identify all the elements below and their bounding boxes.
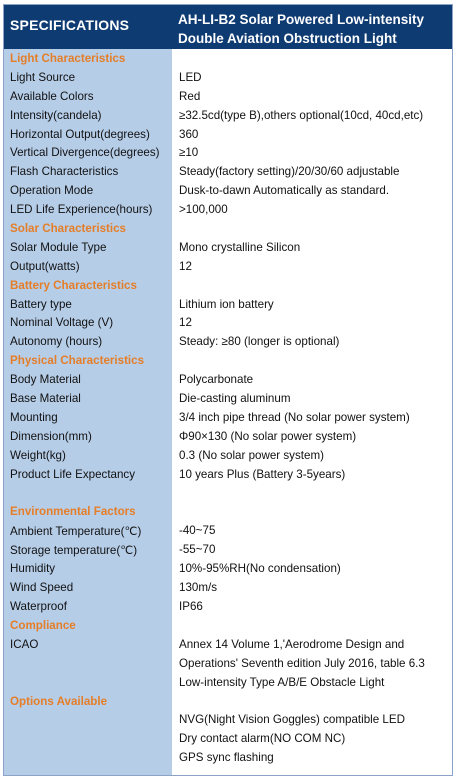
section-physical-characteristics: [4, 352, 452, 371]
spec-value: 12: [179, 259, 192, 273]
spec-row-nominal-voltage: [4, 314, 452, 333]
spec-value: [179, 638, 425, 695]
section-title: Light Characteristics: [10, 52, 126, 65]
product-title: [178, 10, 424, 48]
section-light-characteristics: [4, 50, 452, 69]
spec-label: Vertical Divergence(degrees): [10, 146, 160, 160]
icao-line: Annex 14 Volume 1,'Aerodrome Design and: [179, 637, 405, 651]
spec-value: Dusk-to-dawn Automatically as standard.: [179, 184, 390, 198]
spec-label: Horizontal Output(degrees): [10, 127, 150, 141]
spec-value: Die-casting aluminum: [179, 392, 291, 406]
spec-value: 0.3 (No solar power system): [179, 448, 324, 462]
spec-label: Humidity: [10, 562, 56, 576]
spec-row-icao: [4, 636, 452, 693]
spec-row-solar-module-type: [4, 239, 452, 258]
spec-row-autonomy: [4, 333, 452, 352]
section-title: Compliance: [10, 618, 76, 632]
spec-value: IP66: [179, 599, 203, 613]
spec-value: 10 years Plus (Battery 3-5years): [179, 467, 346, 481]
spec-row-ambient-temperature: [4, 522, 452, 541]
spec-value: Φ90×130 (No solar power system): [179, 429, 357, 443]
spec-row-horizontal-output: [4, 126, 452, 145]
spec-row-waterproof: [4, 598, 452, 617]
table-header: [4, 5, 452, 49]
spec-row-humidity: [4, 560, 452, 579]
spec-label: Battery type: [10, 297, 72, 311]
spec-value: 10%-95%RH(No condensation): [179, 562, 341, 576]
specifications-heading: SPECIFICATIONS: [10, 17, 130, 33]
spec-row-vertical-divergence: [4, 144, 452, 163]
spacer-row: [4, 484, 452, 503]
spec-label: Light Source: [10, 70, 76, 84]
spec-label: Autonomy (hours): [10, 335, 103, 349]
spec-row-operation-mode: [4, 182, 452, 201]
spec-label: LED Life Experience(hours): [10, 203, 153, 217]
spec-label: Solar Module Type: [10, 240, 107, 254]
spec-value: ≥32.5cd(type B),others optional(10cd, 40cd,etc): [179, 108, 424, 122]
spec-row-available-colors: [4, 88, 452, 107]
spec-row-storage-temperature: [4, 541, 452, 560]
spec-label: Operation Mode: [10, 184, 94, 198]
spec-value: -40~75: [179, 524, 216, 538]
spec-value: LED: [179, 70, 202, 84]
spec-label: Available Colors: [10, 89, 94, 103]
spec-row-base-material: [4, 390, 452, 409]
section-options-available: [4, 693, 452, 764]
option-item: GPS sync flashing: [179, 750, 274, 764]
spec-row-output-watts: [4, 258, 452, 277]
section-title: Environmental Factors: [10, 505, 136, 519]
spec-row-battery-type: [4, 296, 452, 315]
spec-value: Red: [179, 89, 201, 103]
spec-label: Base Material: [10, 392, 81, 406]
product-title-line-1: AH-LI-B2 Solar Powered Low-intensity: [178, 12, 425, 27]
section-title: Physical Characteristics: [10, 354, 145, 368]
spec-row-product-life: [4, 466, 452, 485]
spec-value: 3/4 inch pipe thread (No solar power system): [179, 410, 410, 424]
options-list: [179, 713, 405, 770]
spec-label: Nominal Voltage (V): [10, 316, 114, 330]
option-item: NVG(Night Vision Goggles) compatible LED: [179, 712, 405, 726]
spec-row-body-material: [4, 371, 452, 390]
spec-row-led-life: [4, 201, 452, 220]
spec-value: -55~70: [179, 543, 216, 557]
spec-label: Dimension(mm): [10, 429, 92, 443]
spec-row-dimension: [4, 428, 452, 447]
spec-value: Steady(factory setting)/20/30/60 adjustable: [179, 165, 400, 179]
spec-label: Body Material: [10, 373, 81, 387]
section-compliance: [4, 617, 452, 636]
spec-label: Output(watts): [10, 259, 80, 273]
spec-value: Lithium ion battery: [179, 297, 274, 311]
section-title: Solar Characteristics: [10, 222, 126, 236]
spec-row-flash-characteristics: [4, 163, 452, 182]
spec-row-weight: [4, 447, 452, 466]
spec-label: Mounting: [10, 410, 58, 424]
spec-value: 12: [179, 316, 192, 330]
spec-value: Steady: ≥80 (longer is optional): [179, 335, 340, 349]
spec-label: Intensity(candela): [10, 108, 102, 122]
icao-line: Operations' Seventh edition July 2016, table 6.3: [179, 656, 425, 670]
spec-value: Mono crystalline Silicon: [179, 240, 301, 254]
spec-row-wind-speed: [4, 579, 452, 598]
specifications-table: [3, 4, 453, 776]
spec-value: >100,000: [179, 203, 228, 217]
spec-label: Product Life Expectancy: [10, 467, 136, 481]
spec-label: ICAO: [10, 637, 39, 651]
spec-row-mounting: [4, 409, 452, 428]
option-item: Dry contact alarm(NO COM NC): [179, 731, 346, 745]
spec-label: Waterproof: [10, 599, 67, 613]
section-environmental-factors: [4, 503, 452, 522]
spec-value: 130m/s: [179, 581, 218, 595]
section-title: Battery Characteristics: [10, 278, 137, 292]
product-title-line-2: Double Aviation Obstruction Light: [178, 31, 397, 46]
spec-value: ≥10: [179, 146, 199, 160]
spec-value: Polycarbonate: [179, 373, 254, 387]
spec-row-light-source: [4, 69, 452, 88]
spec-rows: [4, 50, 452, 764]
spec-label: Flash Characteristics: [10, 165, 119, 179]
section-battery-characteristics: [4, 277, 452, 296]
spec-row-intensity: [4, 107, 452, 126]
icao-line: Low-intensity Type A/B/E Obstacle Light: [179, 675, 385, 689]
section-solar-characteristics: [4, 220, 452, 239]
spec-label: Ambient Temperature(℃): [10, 525, 142, 539]
spec-value: 360: [179, 127, 199, 141]
spec-label: Weight(kg): [10, 448, 66, 462]
spec-label: Storage temperature(℃): [10, 544, 138, 558]
spec-label: Wind Speed: [10, 581, 74, 595]
section-title: Options Available: [10, 694, 108, 708]
